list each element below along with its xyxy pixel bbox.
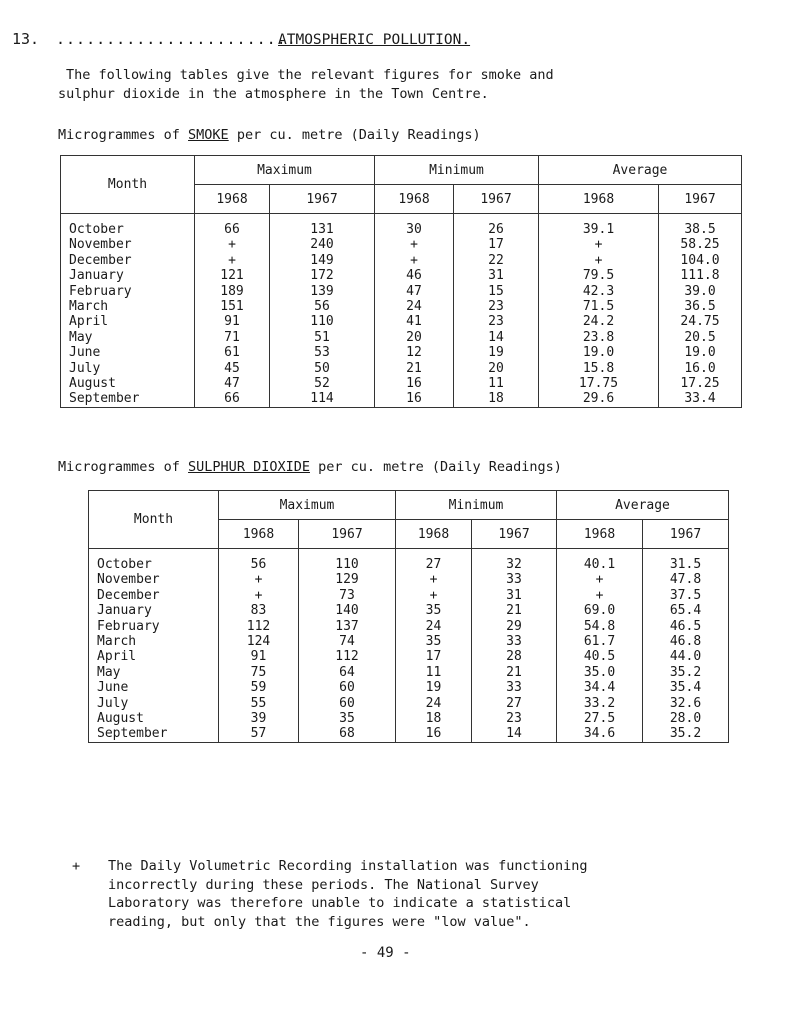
page-number: 13. xyxy=(12,30,40,48)
value-cell: 20 xyxy=(454,361,539,376)
value-cell: 31 xyxy=(472,588,557,603)
month-cell: July xyxy=(69,360,101,376)
value-cell: 19 xyxy=(454,345,539,360)
table-row xyxy=(61,391,742,407)
page-heading: ATMOSPHERIC POLLUTION. xyxy=(278,32,471,48)
value-cell: 79.5 xyxy=(539,268,659,283)
table-row xyxy=(89,665,729,680)
value-cell: 56 xyxy=(219,549,299,573)
month-cell: May xyxy=(69,329,93,345)
value-cell: 66 xyxy=(195,391,270,407)
year-header: 1967 xyxy=(299,520,396,549)
so2-table-container xyxy=(88,490,729,743)
value-cell: 29 xyxy=(472,619,557,634)
value-cell: 45 xyxy=(195,361,270,376)
value-cell: 33 xyxy=(472,572,557,587)
value-cell: 111.8 xyxy=(659,268,742,283)
value-cell: 44.0 xyxy=(643,649,729,664)
value-cell: 137 xyxy=(299,619,396,634)
value-cell: 114 xyxy=(270,391,375,407)
value-cell: 33 xyxy=(472,634,557,649)
value-cell: 29.6 xyxy=(539,391,659,407)
value-cell: 19 xyxy=(396,680,472,695)
value-cell: 40.5 xyxy=(557,649,643,664)
table-row xyxy=(61,253,742,268)
month-cell: February xyxy=(69,283,132,299)
value-cell: 24.2 xyxy=(539,314,659,329)
value-cell: 19.0 xyxy=(659,345,742,360)
value-cell: 112 xyxy=(299,649,396,664)
maximum-header: Maximum xyxy=(219,491,396,520)
table-row xyxy=(89,649,729,664)
table-row xyxy=(61,299,742,314)
value-cell: 91 xyxy=(219,649,299,664)
average-header: Average xyxy=(557,491,729,520)
value-cell: 16 xyxy=(375,376,454,391)
year-header: 1968 xyxy=(219,520,299,549)
value-cell: 21 xyxy=(472,603,557,618)
value-cell: + xyxy=(219,572,299,587)
smoke-table-container xyxy=(60,155,742,408)
caption-substance: SMOKE xyxy=(188,127,229,143)
table-row xyxy=(89,572,729,587)
leader-dots: ........................ xyxy=(56,30,297,48)
month-cell: July xyxy=(97,695,129,711)
value-cell: 35.2 xyxy=(643,665,729,680)
value-cell: 27.5 xyxy=(557,711,643,726)
value-cell: 36.5 xyxy=(659,299,742,314)
smoke-table-body xyxy=(61,214,742,408)
table-row xyxy=(89,634,729,649)
footnote-line: Laboratory was therefore unable to indicate a statistical xyxy=(108,895,572,911)
value-cell: + xyxy=(195,253,270,268)
month-cell: September xyxy=(61,391,195,407)
value-cell: 17 xyxy=(396,649,472,664)
month-cell: December xyxy=(97,587,160,603)
month-header: Month xyxy=(89,491,219,549)
value-cell: 42.3 xyxy=(539,284,659,299)
value-cell: 172 xyxy=(270,268,375,283)
value-cell: 68 xyxy=(299,726,396,742)
value-cell: 47 xyxy=(375,284,454,299)
value-cell: 121 xyxy=(195,268,270,283)
value-cell: 35.0 xyxy=(557,665,643,680)
value-cell: 33 xyxy=(472,680,557,695)
table-row xyxy=(61,361,742,376)
value-cell: 61.7 xyxy=(557,634,643,649)
table-row xyxy=(89,603,729,618)
value-cell: 50 xyxy=(270,361,375,376)
month-cell: March xyxy=(97,634,137,650)
value-cell: 65.4 xyxy=(643,603,729,618)
value-cell: 35 xyxy=(396,603,472,618)
year-header: 1967 xyxy=(643,520,729,549)
table-row xyxy=(89,549,729,573)
year-header: 1968 xyxy=(539,185,659,214)
so2-caption xyxy=(58,458,562,476)
month-cell: June xyxy=(97,680,129,696)
table-row xyxy=(61,214,742,238)
value-cell: 33.4 xyxy=(659,391,742,407)
value-cell: 129 xyxy=(299,572,396,587)
value-cell: 27 xyxy=(396,549,472,573)
average-header: Average xyxy=(539,156,742,185)
value-cell: 57 xyxy=(219,726,299,742)
value-cell: 17.75 xyxy=(539,376,659,391)
value-cell: 69.0 xyxy=(557,603,643,618)
value-cell: 60 xyxy=(299,680,396,695)
value-cell: 40.1 xyxy=(557,549,643,573)
value-cell: 34.6 xyxy=(557,726,643,742)
month-cell: August xyxy=(69,376,116,392)
value-cell: 15 xyxy=(454,284,539,299)
smoke-caption xyxy=(58,126,481,144)
value-cell: 139 xyxy=(270,284,375,299)
value-cell: 14 xyxy=(472,726,557,742)
value-cell: 46.5 xyxy=(643,619,729,634)
value-cell: 151 xyxy=(195,299,270,314)
value-cell: 11 xyxy=(396,665,472,680)
smoke-table xyxy=(60,155,742,408)
month-cell: August xyxy=(97,711,144,727)
value-cell: 124 xyxy=(219,634,299,649)
value-cell: 149 xyxy=(270,253,375,268)
value-cell: 51 xyxy=(270,330,375,345)
value-cell: 21 xyxy=(375,361,454,376)
value-cell: 19.0 xyxy=(539,345,659,360)
month-cell: April xyxy=(69,314,109,330)
table-row xyxy=(61,237,742,252)
year-header: 1967 xyxy=(454,185,539,214)
value-cell: 27 xyxy=(472,696,557,711)
value-cell: 47.8 xyxy=(643,572,729,587)
value-cell: 91 xyxy=(195,314,270,329)
month-cell: January xyxy=(69,268,124,284)
value-cell: 35 xyxy=(299,711,396,726)
value-cell: 20.5 xyxy=(659,330,742,345)
value-cell: + xyxy=(375,253,454,268)
value-cell: 74 xyxy=(299,634,396,649)
value-cell: 140 xyxy=(299,603,396,618)
value-cell: 110 xyxy=(299,549,396,573)
month-cell: September xyxy=(89,726,219,742)
value-cell: 12 xyxy=(375,345,454,360)
value-cell: 39.1 xyxy=(539,214,659,238)
value-cell: 16 xyxy=(375,391,454,407)
month-cell: April xyxy=(97,649,137,665)
value-cell: 71 xyxy=(195,330,270,345)
footnote-line: The Daily Volumetric Recording installation was functioning xyxy=(108,858,588,874)
value-cell: 28.0 xyxy=(643,711,729,726)
value-cell: 56 xyxy=(270,299,375,314)
value-cell: + xyxy=(539,253,659,268)
value-cell: 33.2 xyxy=(557,696,643,711)
value-cell: 35.2 xyxy=(643,726,729,742)
year-header: 1968 xyxy=(557,520,643,549)
value-cell: + xyxy=(219,588,299,603)
minimum-header: Minimum xyxy=(396,491,557,520)
value-cell: 30 xyxy=(375,214,454,238)
year-header: 1968 xyxy=(195,185,270,214)
value-cell: 24.75 xyxy=(659,314,742,329)
value-cell: 55 xyxy=(219,696,299,711)
value-cell: 39.0 xyxy=(659,284,742,299)
value-cell: 60 xyxy=(299,696,396,711)
value-cell: 32.6 xyxy=(643,696,729,711)
value-cell: 46.8 xyxy=(643,634,729,649)
value-cell: 240 xyxy=(270,237,375,252)
minimum-header: Minimum xyxy=(375,156,539,185)
value-cell: 22 xyxy=(454,253,539,268)
month-cell: October xyxy=(69,222,124,237)
value-cell: 20 xyxy=(375,330,454,345)
value-cell: 35 xyxy=(396,634,472,649)
value-cell: + xyxy=(539,237,659,252)
value-cell: 31.5 xyxy=(643,549,729,573)
value-cell: 71.5 xyxy=(539,299,659,314)
value-cell: 11 xyxy=(454,376,539,391)
value-cell: 24 xyxy=(375,299,454,314)
value-cell: + xyxy=(396,572,472,587)
year-header: 1967 xyxy=(659,185,742,214)
value-cell: 17 xyxy=(454,237,539,252)
table-row xyxy=(61,376,742,391)
value-cell: 21 xyxy=(472,665,557,680)
table-row xyxy=(89,711,729,726)
caption-suffix: per cu. metre (Daily Readings) xyxy=(309,459,562,475)
value-cell: 104.0 xyxy=(659,253,742,268)
value-cell: 54.8 xyxy=(557,619,643,634)
table-row xyxy=(61,268,742,283)
value-cell: 61 xyxy=(195,345,270,360)
value-cell: 112 xyxy=(219,619,299,634)
value-cell: + xyxy=(375,237,454,252)
value-cell: + xyxy=(557,588,643,603)
value-cell: 23.8 xyxy=(539,330,659,345)
so2-table-body xyxy=(89,549,729,743)
value-cell: 189 xyxy=(195,284,270,299)
value-cell: + xyxy=(396,588,472,603)
footnote-line: reading, but only that the figures were "low value". xyxy=(108,913,531,930)
caption-prefix: Microgrammes of xyxy=(58,127,189,143)
value-cell: 15.8 xyxy=(539,361,659,376)
so2-table xyxy=(88,490,729,743)
value-cell: 38.5 xyxy=(659,214,742,238)
table-row xyxy=(89,588,729,603)
value-cell: + xyxy=(557,572,643,587)
month-cell: May xyxy=(97,664,121,680)
table-row xyxy=(61,284,742,299)
value-cell: 16 xyxy=(396,726,472,742)
maximum-header: Maximum xyxy=(195,156,375,185)
value-cell: 47 xyxy=(195,376,270,391)
value-cell: + xyxy=(195,237,270,252)
value-cell: 32 xyxy=(472,549,557,573)
month-cell: October xyxy=(97,557,152,572)
table-row xyxy=(89,680,729,695)
footnote-mark: + xyxy=(72,858,81,874)
value-cell: 83 xyxy=(219,603,299,618)
value-cell: 75 xyxy=(219,665,299,680)
page-footer: - 49 - xyxy=(360,945,411,961)
value-cell: 110 xyxy=(270,314,375,329)
value-cell: 35.4 xyxy=(643,680,729,695)
value-cell: 41 xyxy=(375,314,454,329)
value-cell: 16.0 xyxy=(659,361,742,376)
table-row xyxy=(61,314,742,329)
intro-line: The following tables give the relevant figures for smoke and xyxy=(66,67,554,83)
caption-substance: SULPHUR DIOXIDE xyxy=(188,459,310,475)
month-header: Month xyxy=(61,156,195,214)
caption-suffix: per cu. metre (Daily Readings) xyxy=(228,127,481,143)
month-cell: February xyxy=(97,618,160,634)
table-row xyxy=(61,345,742,360)
value-cell: 18 xyxy=(454,391,539,407)
value-cell: 59 xyxy=(219,680,299,695)
value-cell: 23 xyxy=(454,314,539,329)
value-cell: 18 xyxy=(396,711,472,726)
value-cell: 39 xyxy=(219,711,299,726)
value-cell: 46 xyxy=(375,268,454,283)
value-cell: 14 xyxy=(454,330,539,345)
table-row xyxy=(89,726,729,742)
value-cell: 23 xyxy=(454,299,539,314)
value-cell: 24 xyxy=(396,619,472,634)
intro-line: sulphur dioxide in the atmosphere in the Town Centre. xyxy=(58,86,489,102)
caption-prefix: Microgrammes of xyxy=(58,459,189,475)
month-cell: January xyxy=(97,603,152,619)
month-cell: December xyxy=(69,252,132,268)
value-cell: 66 xyxy=(195,214,270,238)
value-cell: 31 xyxy=(454,268,539,283)
month-cell: March xyxy=(69,299,109,315)
value-cell: 131 xyxy=(270,214,375,238)
month-cell: June xyxy=(69,345,101,361)
value-cell: 17.25 xyxy=(659,376,742,391)
footnote xyxy=(72,857,732,931)
footnote-line: incorrectly during these periods. The National Survey xyxy=(108,876,539,893)
year-header: 1968 xyxy=(396,520,472,549)
month-cell: November xyxy=(97,572,160,588)
value-cell: 64 xyxy=(299,665,396,680)
year-header: 1967 xyxy=(472,520,557,549)
value-cell: 53 xyxy=(270,345,375,360)
value-cell: 23 xyxy=(472,711,557,726)
value-cell: 34.4 xyxy=(557,680,643,695)
value-cell: 28 xyxy=(472,649,557,664)
value-cell: 24 xyxy=(396,696,472,711)
year-header: 1968 xyxy=(375,185,454,214)
intro-paragraph xyxy=(58,66,738,104)
value-cell: 73 xyxy=(299,588,396,603)
table-row xyxy=(61,330,742,345)
value-cell: 37.5 xyxy=(643,588,729,603)
value-cell: 52 xyxy=(270,376,375,391)
value-cell: 26 xyxy=(454,214,539,238)
year-header: 1967 xyxy=(270,185,375,214)
table-row xyxy=(89,696,729,711)
month-cell: November xyxy=(69,237,132,253)
table-row xyxy=(89,619,729,634)
value-cell: 58.25 xyxy=(659,237,742,252)
